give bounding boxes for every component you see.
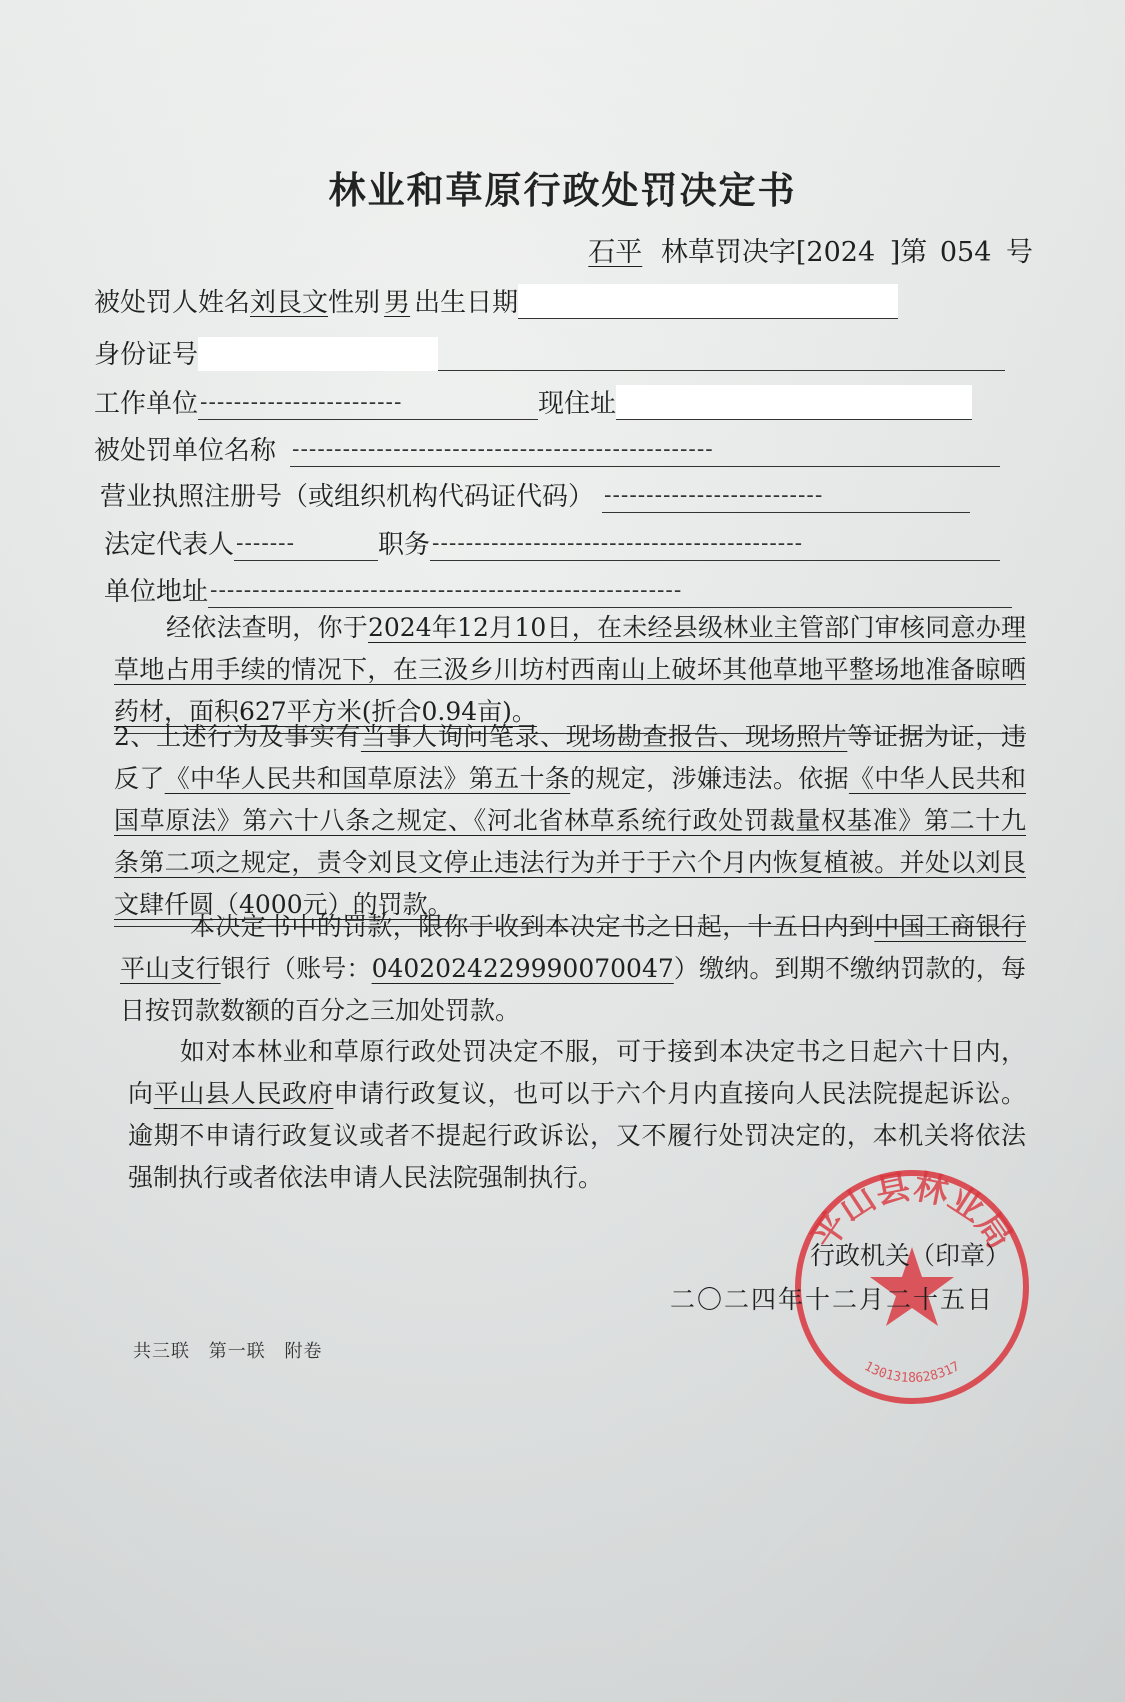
evidence-mid1: 等证据为证，违反了	[114, 722, 1026, 793]
doc-region: 石平	[588, 237, 643, 268]
row-license	[100, 476, 970, 513]
bank-word: 银行（账号：	[220, 954, 372, 983]
seal-text: 平山县林业局	[804, 1166, 1020, 1257]
account-number: 0402024229990070047	[371, 954, 674, 983]
birth-redacted	[518, 284, 898, 319]
row-unit-address	[104, 571, 1012, 608]
post-label: 职务	[378, 530, 431, 560]
doc-type: 林草罚决字[2024	[660, 237, 876, 268]
payment-intro: 本决定书中的罚款，限你于收到本决定书之日起，十五日内到	[190, 912, 875, 941]
name-label: 被处罚人姓名	[94, 288, 251, 318]
document-number	[574, 230, 1033, 269]
work-label: 工作单位	[94, 389, 199, 419]
row-name	[94, 282, 898, 319]
facts-detail: 2024年12月10日，在未经县级林业主管部门审核同意办理草地占用手续的情况下，在三汲乡川坊村西南山上破坏其他草地平整场地准备晾晒药材，面积627平方米(折合0.94亩)。	[114, 613, 1026, 726]
row-work	[94, 383, 972, 420]
evidence-mid2: 的规定，涉嫌违法。依据	[570, 764, 849, 793]
row-legal-rep	[104, 524, 1000, 561]
signing-date: 二〇二四年十二月二十五日	[670, 1285, 995, 1314]
evidence-paragraph	[114, 716, 1026, 927]
review-authority: 平山县人民政府	[153, 1079, 334, 1108]
gender-label: 性别	[328, 288, 381, 318]
unit-name-label: 被处罚单位名称	[94, 436, 277, 466]
payment-rest: ）缴纳。到期不缴纳罚款的，每日按罚款数额的百分之三加处罚款。	[120, 954, 1026, 1025]
address-redacted	[616, 385, 972, 420]
legal-basis: 《中华人民共和国草原法》第六十八条之规定、《河北省林草系统行政处罚裁量权基准》第二十九条第二项之规定，责令刘艮文停止违法行为并于于六个月内恢复植被。并处以刘艮文肆仟圆（4000元）的罚款。	[114, 764, 1026, 919]
doc-num: 054	[939, 237, 992, 268]
signing-organ: 行政机关（印章）	[810, 1241, 1011, 1270]
row-unit-name	[94, 430, 1000, 467]
unit-address-label: 单位地址	[104, 577, 209, 607]
evidence-prefix: 2、上述行为及事实有	[114, 722, 361, 751]
license-value: --------------------------	[602, 483, 970, 513]
unit-address-value: --------------------------------------------------------	[208, 578, 1012, 608]
appeal-intro: 如对本林业和草原行政处罚决定不服，可于接到本决定书之日起六十日内，向	[128, 1037, 1026, 1108]
work-value: ------------------------	[198, 390, 538, 420]
legal-rep-value: -------	[234, 531, 378, 561]
doc-suffix: 号	[1006, 237, 1033, 268]
evidence-items: 当事人询问笔录、现场勘查报告、现场照片	[360, 722, 848, 751]
payment-paragraph	[120, 906, 1026, 1032]
appeal-rest: 申请行政复议，也可以于六个月内直接向人民法院提起诉讼。逾期不申请行政复议或者不提起行政诉讼，又不履行处罚决定的，本机关将依法强制执行或者依法申请人民法院强制执行。	[128, 1079, 1026, 1192]
document-title: 林业和草原行政处罚决定书	[328, 169, 797, 212]
birth-label: 出生日期	[414, 288, 519, 318]
gender-value: 男	[384, 288, 411, 318]
row-id	[94, 334, 1005, 371]
id-redacted	[198, 337, 438, 371]
id-line	[438, 341, 1005, 371]
address-label: 现住址	[538, 389, 617, 419]
violated-law: 《中华人民共和国草原法》第五十条	[164, 764, 571, 793]
post-value: --------------------------------------------	[430, 531, 1000, 561]
name-value: 刘艮文	[250, 288, 329, 318]
unit-name-value: --------------------------------------------------	[290, 437, 1000, 467]
facts-paragraph	[114, 607, 1026, 734]
seal-code: 1301318628317	[861, 1359, 963, 1386]
copy-note: 共三联 第一联 附卷	[133, 1341, 323, 1362]
doc-bracket: ]第	[889, 237, 928, 268]
facts-intro: 经依法查明，你于	[166, 613, 368, 642]
bank-name: 中国工商银行平山支行	[120, 912, 1026, 983]
legal-rep-label: 法定代表人	[104, 530, 235, 560]
id-label: 身份证号	[94, 340, 199, 370]
license-label: 营业执照注册号（或组织机构代码证代码）	[100, 482, 595, 512]
